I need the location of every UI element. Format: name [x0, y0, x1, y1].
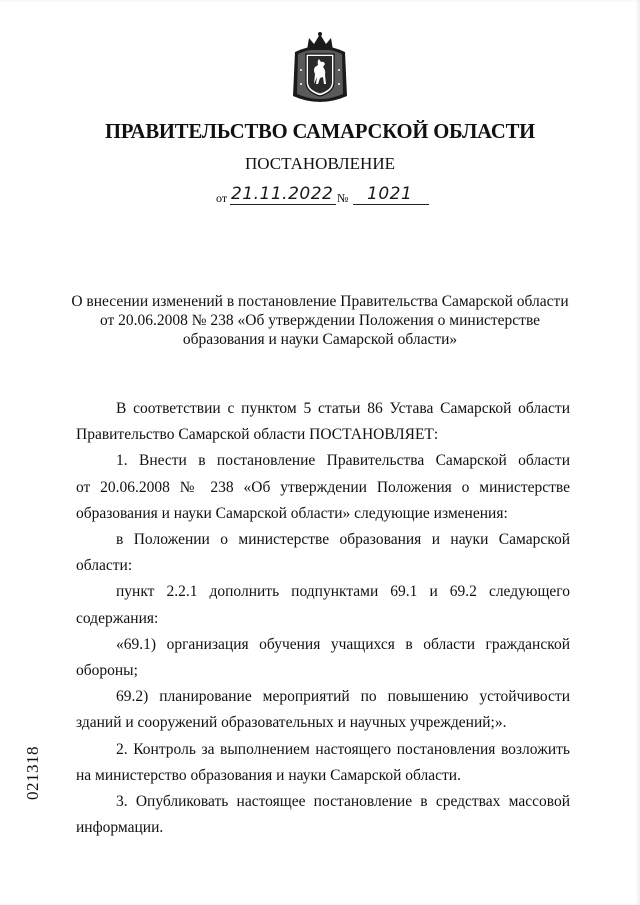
body-line: «69.1) организация обучения учащихся в области гражданской — [116, 635, 570, 653]
coat-of-arms-icon — [287, 30, 353, 108]
body-line: зданий и сооружений образовательных и научных учреждений;». — [76, 714, 507, 732]
body-line: 69.2) планирование мероприятий по повышению устойчивости — [116, 688, 570, 706]
body-line: пункт 2.2.1 дополнить подпунктами 69.1 и 69.2 следующего — [116, 583, 570, 601]
number-underline — [353, 204, 429, 205]
date-number-line — [216, 182, 432, 208]
handwritten-date: 21.11.2022 — [231, 184, 334, 204]
date-prefix: от — [216, 191, 228, 205]
body-line: В соответствии с пунктом 5 статьи 86 Устава Самарской области — [116, 400, 570, 417]
date-underline — [230, 204, 336, 205]
body-line: в Положении о министерстве образования и науки Самарской — [116, 531, 570, 549]
subject-line: образования и науки Самарской области» — [182, 331, 458, 348]
subject-line: О внесении изменений в постановление Правительства Самарской области — [71, 293, 569, 310]
organization-title: ПРАВИТЕЛЬСТВО САМАРСКОЙ ОБЛАСТИ — [104, 119, 536, 143]
document-type: ПОСТАНОВЛЕНИЕ — [244, 154, 395, 173]
subject-line: от 20.06.2008 № 238 «Об утверждении Положения о министерстве — [99, 312, 541, 329]
body-line: информации. — [76, 819, 164, 837]
body-line: от 20.06.2008 № 238 «Об утверждении Положения о министерстве — [76, 478, 570, 496]
handwritten-number: 1021 — [367, 184, 413, 204]
body-line: на министерство образования и науки Самарской области. — [76, 766, 461, 784]
body-line: 3. Опубликовать настоящее постановление в средствах массовой — [116, 793, 570, 811]
body-line: обороны; — [76, 662, 138, 680]
document-subject — [0, 292, 640, 349]
number-prefix: № — [337, 191, 349, 205]
body-line: области: — [76, 557, 133, 575]
side-serial-number: 021318 — [23, 746, 42, 800]
body-line: 2. Контроль за выполнением настоящего постановления возложить — [116, 740, 570, 758]
body-line: образования и науки Самарской области» следующие изменения: — [76, 504, 508, 522]
document-body — [76, 396, 570, 841]
body-line: содержания: — [76, 609, 159, 627]
body-line: 1. Внести в постановление Правительства Самарской области — [116, 452, 570, 470]
body-line: Правительство Самарской области ПОСТАНОВЛЯЕТ: — [76, 426, 439, 444]
